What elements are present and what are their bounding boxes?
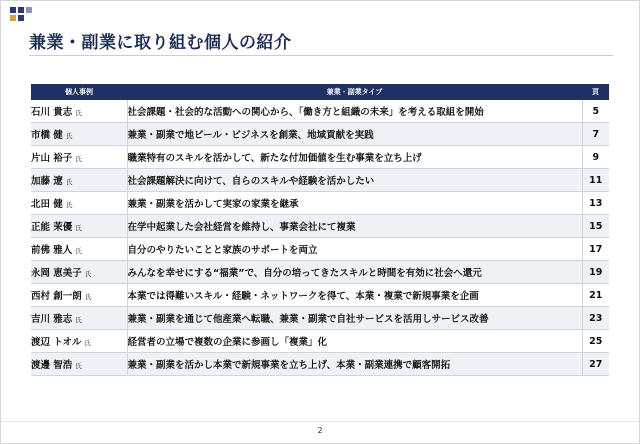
case-description: 社会課題解決に向けて、自らのスキルや経験を活かしたい [127, 169, 582, 192]
page-ref: 27 [582, 353, 609, 376]
case-description: 本業では得難いスキル・経験・ネットワークを得て、本業・複業で新規事業を企画 [127, 284, 582, 307]
person-name: 片山 裕子 氏 [31, 146, 127, 169]
page-ref: 7 [582, 123, 609, 146]
table-row [31, 307, 609, 330]
case-description: 在学中起業した会社経営を維持し、事業会社にて複業 [127, 215, 582, 238]
header-name: 個人事例 [31, 84, 127, 100]
page-ref: 13 [582, 192, 609, 215]
footer-divider [1, 421, 639, 422]
person-name: 市橋 健 氏 [31, 123, 127, 146]
table-row [31, 330, 609, 353]
header-type: 兼業・副業タイプ [127, 84, 582, 100]
person-name: 永岡 恵美子 氏 [31, 261, 127, 284]
page-ref: 25 [582, 330, 609, 353]
table-row [31, 123, 609, 146]
person-name: 前佛 雅人 氏 [31, 238, 127, 261]
table-row [31, 146, 609, 169]
case-description: 兼業・副業を活かして実家の家業を継承 [127, 192, 582, 215]
case-table [31, 84, 609, 376]
table-row [31, 261, 609, 284]
table-row [31, 192, 609, 215]
person-name: 加藤 遼 氏 [31, 169, 127, 192]
table-row [31, 100, 609, 123]
page-ref: 19 [582, 261, 609, 284]
person-name: 吉川 雅志 氏 [31, 307, 127, 330]
case-description: 兼業・副業で地ビール・ビジネスを創業、地域貢献を実践 [127, 123, 582, 146]
header-page: 頁 [582, 84, 609, 100]
page-ref: 5 [582, 100, 609, 123]
case-description: 自分のやりたいことと家族のサポートを両立 [127, 238, 582, 261]
page-ref: 15 [582, 215, 609, 238]
page-title: 兼業・副業に取り組む個人の紹介 [29, 33, 292, 53]
page-ref: 21 [582, 284, 609, 307]
person-name: 西村 創一朗 氏 [31, 284, 127, 307]
case-description: 兼業・副業を通じて他産業へ転職、兼業・副業で自社サービスを活用しサービス改善 [127, 307, 582, 330]
table-row [31, 353, 609, 376]
person-name: 正能 茉優 氏 [31, 215, 127, 238]
page-ref: 23 [582, 307, 609, 330]
case-description: 職業特有のスキルを活かして、新たな付加価値を生む事業を立ち上げ [127, 146, 582, 169]
title-divider [29, 55, 613, 56]
case-description: 社会課題・社会的な活動への関心から、「働き方と組織の未来」を考える取組を開始 [127, 100, 582, 123]
person-name: 渡辺 トオル 氏 [31, 330, 127, 353]
case-description: みんなを幸せにする“福業”で、自分の培ってきたスキルと時間を有効に社会へ還元 [127, 261, 582, 284]
table-row [31, 238, 609, 261]
table-row [31, 284, 609, 307]
person-name: 石川 貴志 氏 [31, 100, 127, 123]
page-number: 2 [317, 426, 323, 435]
person-name: 渡邊 智浩 氏 [31, 353, 127, 376]
case-description: 兼業・副業を活かし本業で新規事業を立ち上げ、本業・副業連携で顧客開拓 [127, 353, 582, 376]
table-header-row [31, 84, 609, 100]
case-description: 経営者の立場で複数の企業に参画し「複業」化 [127, 330, 582, 353]
page-ref: 17 [582, 238, 609, 261]
table-row [31, 169, 609, 192]
table-row [31, 215, 609, 238]
page-ref: 9 [582, 146, 609, 169]
page-ref: 11 [582, 169, 609, 192]
person-name: 北田 健 氏 [31, 192, 127, 215]
